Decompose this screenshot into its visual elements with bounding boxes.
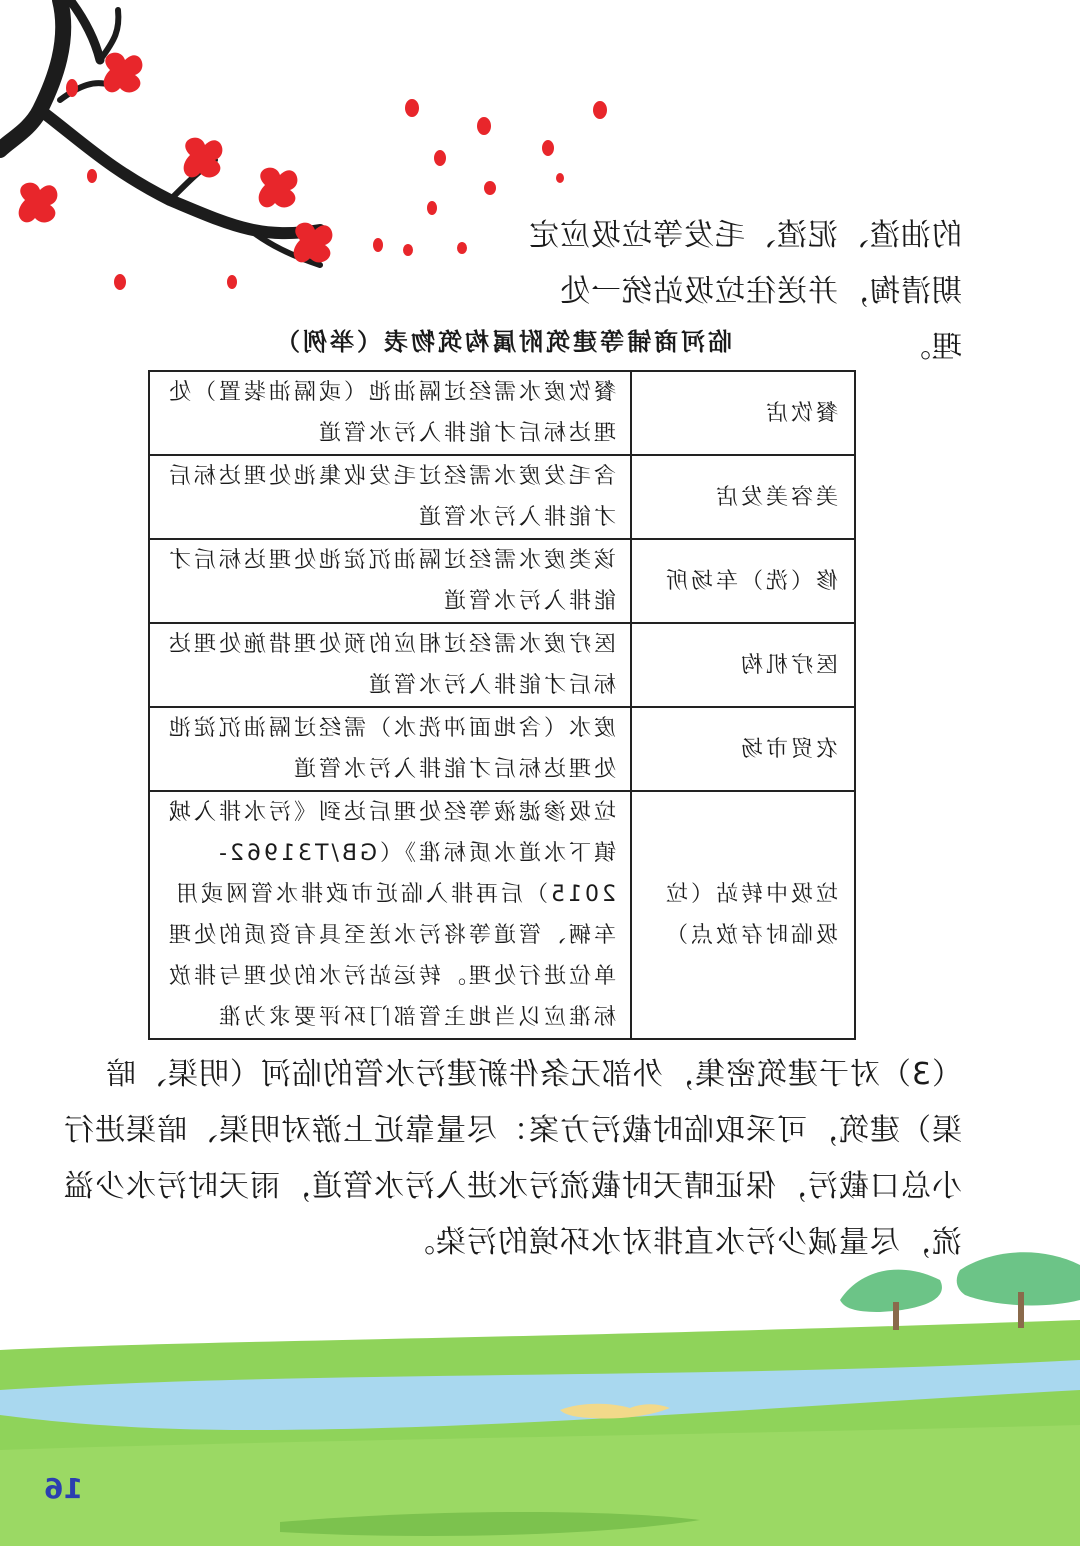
table-cell-requirement: 餐饮废水需经过隔油池（或隔油装置）处理达标后才能排入污水管道 [149,371,631,455]
table-cell-requirement: 该类废水需经过隔油沉淀池处理达标后才能排入污水管道 [149,539,631,623]
table-row [149,623,855,707]
table-cell-type: 医疗机构 [631,623,855,707]
table-cell-requirement: 含毛发废水需经过毛发收集池处理达标后才能排入污水管道 [149,455,631,539]
intro-paragraph: 的油渣、泥渣、毛发等垃圾应定期清掏，并送往垃圾站统一处理。 [528,218,962,365]
table-cell-type: 美容美发店 [631,455,855,539]
table-row [149,707,855,791]
table-row [149,539,855,623]
table-cell-requirement: 垃圾渗滤液等经处理后达到《污水排入城镇下水道水质标准》（GB/T31962-2015）后再排入临近市政排水管网或用车辆、管道等将污水送至具有资质的处理单位进行处理。转运站污水的处理与排放标准应以当地主管部门环评要求为准 [149,791,631,1039]
table-row [149,791,855,1039]
table-cell-requirement: 医疗废水需经过相应的预处理措施处理达标后才能排入污水管道 [149,623,631,707]
table-cell-type: 餐饮店 [631,371,855,455]
table-cell-type: 修（洗）车场所 [631,539,855,623]
table-cell-requirement: 废水（含地面冲洗水）需经过隔油沉淀池处理达标后才能排入污水管道 [149,707,631,791]
page-number: 16 [44,1472,83,1505]
table-cell-type: 垃圾中转站（垃圾临时存放点） [631,791,855,1039]
closing-paragraph: （3）对于建筑密集，外部无条件新建污水管的临河（明渠、暗渠）建筑，可采取临时截污方案：尽量靠近上游对明渠、暗渠进行小总口截污，保证晴天时截流污水进入污水管道，雨天时污水少溢流，尽量减少污水直排对水环境的污染。 [63,1057,962,1260]
table-row [149,455,855,539]
table-row [149,371,855,455]
table-title: 临河商铺等建筑附属构筑物表（举例） [273,328,732,356]
facilities-table [148,370,856,1040]
table-cell-type: 农贸市场 [631,707,855,791]
